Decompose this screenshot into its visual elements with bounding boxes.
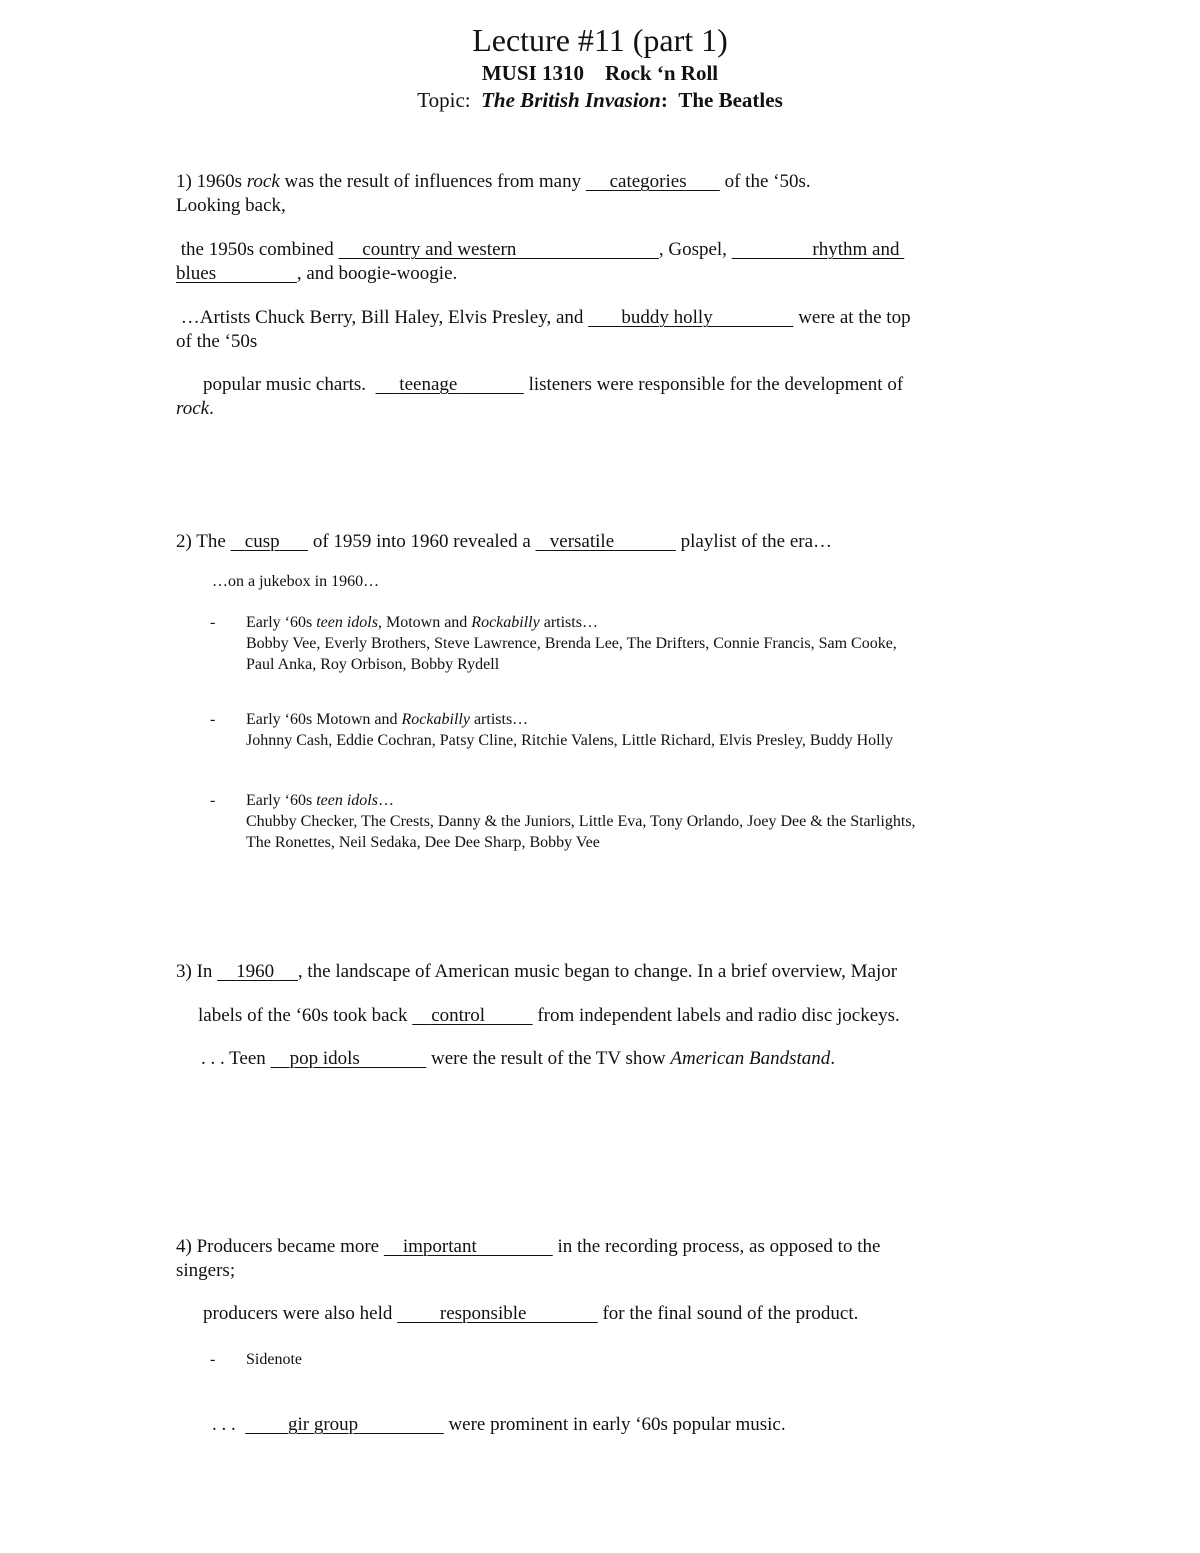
q4-blank-1: important — [402, 1236, 477, 1257]
q4-line-3 — [203, 1303, 858, 1325]
q4-text: in the recording process, as opposed to the — [552, 1236, 881, 1257]
page-title: Lecture #11 (part 1) — [472, 22, 728, 58]
q1-line-7 — [203, 374, 903, 396]
q2-list-item-1: Early ‘60s teen idols, Motown and Rockabilly artists… Bobby Vee, Everly Brothers, Steve Lawrence, Brenda Lee, The Drifters, Connie Francis, Sam Cooke, Paul Anka, Roy Orbison, Bobby Rydell — [246, 614, 897, 673]
q3-blank-2: control — [431, 1005, 486, 1026]
q4-text: for the final sound of the product. — [597, 1303, 859, 1324]
q4-sidenote: Sidenote — [246, 1351, 302, 1368]
q3-line-3: . . . Teen pop idols were the result of the TV show American Bandstand. — [201, 1048, 836, 1069]
q1-text: was the result of influences from many — [279, 171, 586, 192]
topic-rest: The Beatles — [678, 88, 783, 112]
q1-line-1 — [176, 171, 811, 193]
bullet-dash: - — [210, 1351, 216, 1368]
bullet-dash: - — [210, 711, 216, 728]
q1-text: of the ‘50s. — [719, 171, 811, 192]
q1-line-5 — [176, 307, 911, 329]
q3-blank-3: pop idols — [289, 1048, 360, 1069]
q2-text: of 1959 into 1960 revealed a — [308, 531, 536, 552]
topic-line: Topic: The British Invasion: The Beatles — [417, 88, 783, 112]
q2-text: playlist of the era… — [675, 531, 833, 552]
q1-blank-5: teenage — [399, 374, 458, 395]
q4-text: producers were also held — [203, 1303, 398, 1324]
q3-italic-show: American Bandstand — [670, 1048, 831, 1069]
q1-text: listeners were responsible for the development of — [523, 374, 904, 395]
q1-line-2: Looking back, — [176, 195, 286, 216]
q2-list-item-3: Early ‘60s teen idols… Chubby Checker, The Crests, Danny & the Juniors, Little Eva, Tony Orlando, Joey Dee & the Starlights, The Ronettes, Neil Sedaka, Dee Dee Sharp, Bobby Vee — [246, 792, 916, 851]
q3-blank-1: 1960 — [236, 961, 275, 982]
q1-blank-1: categories — [609, 171, 687, 192]
q3-text: were the result of the TV show — [426, 1048, 671, 1069]
q1-text: were at the top — [793, 307, 911, 328]
q2-subheading: …on a jukebox in 1960… — [212, 573, 380, 590]
topic-italic: The British Invasion — [481, 88, 661, 112]
q1-italic-rock: rock — [246, 171, 280, 192]
q1-text: 1) 1960s — [176, 171, 247, 192]
q4-line-2: singers; — [176, 1260, 236, 1281]
q4-text: were prominent in early ‘60s popular music. — [443, 1414, 786, 1435]
q3-line-1 — [176, 961, 897, 983]
q1-blank-4: buddy holly — [621, 307, 713, 328]
q2-list-item-2: Early ‘60s Motown and Rockabilly artists… Johnny Cash, Eddie Cochran, Patsy Cline, Ritchie Valens, Little Richard, Elvis Presley, Buddy Holly — [246, 711, 894, 749]
q4-text: . . . — [212, 1414, 246, 1435]
q1-line-6: of the ‘50s — [176, 331, 258, 352]
q4-text: 4) Producers became more — [176, 1236, 384, 1257]
bullet-dash: - — [210, 792, 216, 809]
q1-text: , and boogie-woogie. — [296, 263, 458, 284]
bullet-dash: - — [210, 614, 216, 631]
q4-blank-2: responsible — [439, 1303, 527, 1324]
q3-text: labels of the ‘60s took back — [198, 1005, 413, 1026]
q1-text: …Artists Chuck Berry, Bill Haley, Elvis Presley, and — [176, 307, 589, 328]
q1-line-8: rock. — [176, 398, 214, 419]
q3-line-2 — [198, 1005, 900, 1027]
q4-blank-3: gir group — [288, 1414, 359, 1435]
q2-text: 2) The — [176, 531, 231, 552]
q1-blank-3a: rhythm and — [812, 239, 900, 260]
topic-label: Topic: — [417, 88, 471, 112]
q2-blank-2: versatile — [549, 531, 615, 552]
q4-line-4 — [212, 1414, 786, 1436]
q1-text: popular music charts. — [203, 374, 376, 395]
q2-line-1 — [176, 531, 832, 553]
q3-text: 3) In — [176, 961, 218, 982]
q2-blank-1: cusp — [244, 531, 280, 552]
q4-line-1 — [176, 1236, 880, 1258]
q1-text: the 1950s combined — [176, 239, 339, 260]
q1-blank-2: country and western — [362, 239, 517, 260]
q1-italic-rock-2: rock — [176, 398, 210, 419]
course-title: MUSI 1310 Rock ‘n Roll — [481, 61, 719, 85]
q1-blank-3b: blues — [176, 263, 217, 284]
q3-text: . . . Teen — [201, 1048, 271, 1069]
q3-text: from independent labels and radio disc jockeys. — [532, 1005, 900, 1026]
q1-line-3 — [176, 239, 904, 261]
q3-text: , the landscape of American music began to change. In a brief overview, Major — [297, 961, 898, 982]
q1-text: , Gospel, — [658, 239, 732, 260]
q1-line-4 — [176, 263, 457, 285]
